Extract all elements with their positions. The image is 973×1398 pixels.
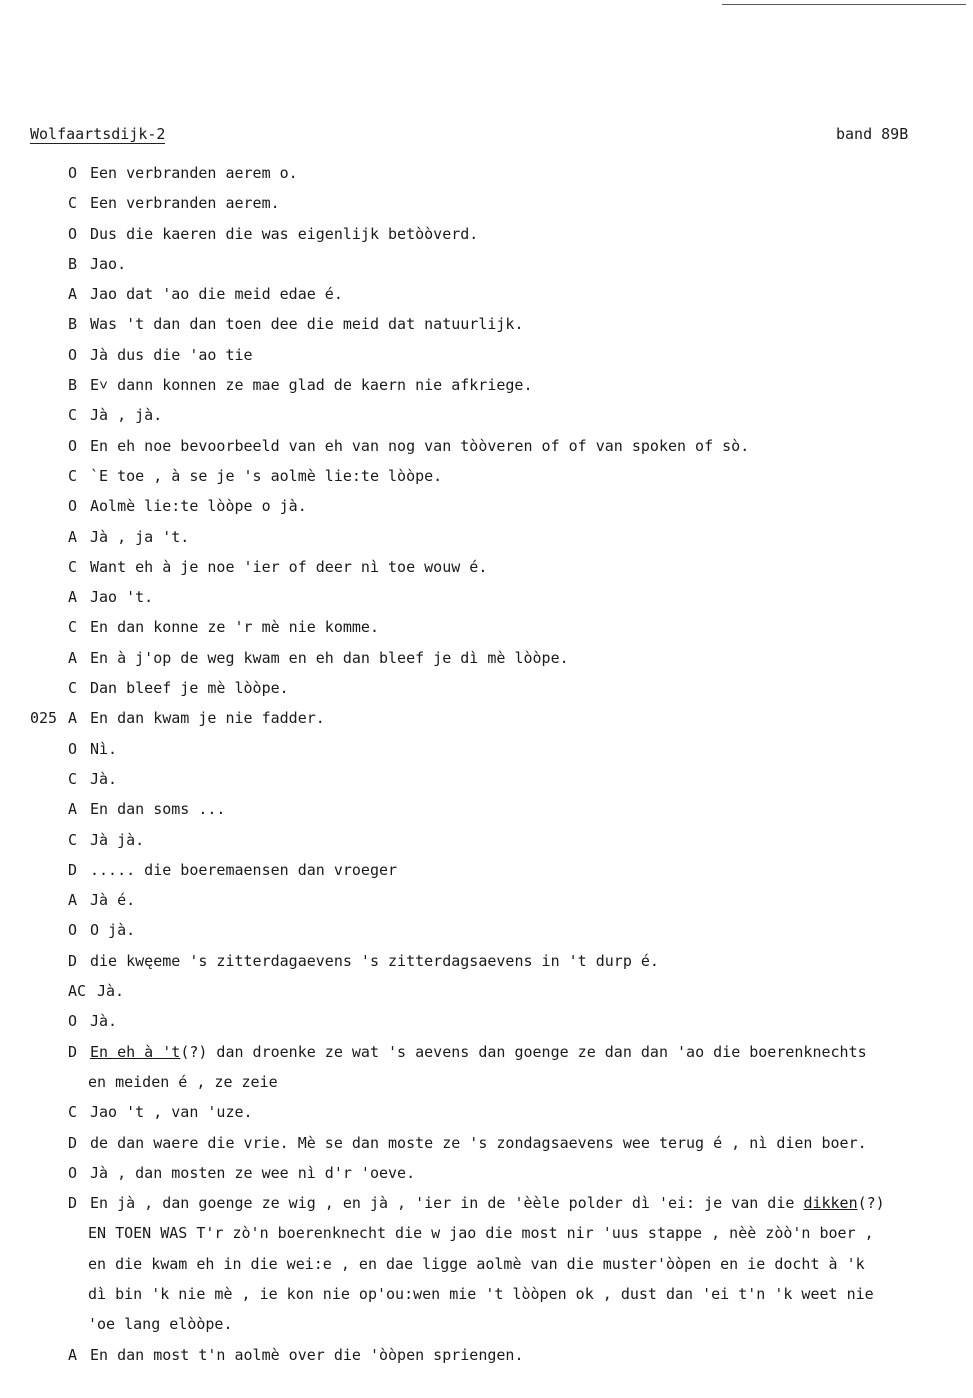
speaker-label: A <box>68 648 78 667</box>
speaker-label: O <box>68 497 78 516</box>
utterance-text: dì bin 'k nie mè , ie kon nie op'ou:wen mie 't lòòpen ok , dust dan 'ei t'n 'k weet nie <box>88 1284 874 1303</box>
utterance-text: Jà. <box>90 1012 118 1031</box>
utterance-text: En dan most t'n aolmè over die 'òòpen spriengen. <box>90 1345 524 1364</box>
speaker-label: B <box>68 254 78 273</box>
utterance-text: Een verbranden aerem o. <box>90 164 298 182</box>
utterance-text: Jao. <box>90 254 127 273</box>
top-rule <box>722 4 966 5</box>
transcript-line <box>0 1010 973 1040</box>
utterance-text: O jà. <box>90 921 136 940</box>
speaker-label: O <box>68 1012 78 1031</box>
speaker-label: O <box>68 921 78 940</box>
utterance-text: EN TOEN WAS T'r zò'n boerenknecht die w jao die most nir 'uus stappe , nèè zòò'n boer , <box>88 1224 874 1243</box>
utterance-text: Jao dat 'ao die meid edae é. <box>90 285 343 304</box>
speaker-label: B <box>68 315 78 334</box>
speaker-label: A <box>68 285 78 304</box>
speaker-label: D <box>68 951 78 970</box>
document-title: Wolfaartsdijk-2 <box>30 125 166 143</box>
transcript-line <box>0 677 973 707</box>
utterance-text: En dan soms ... <box>90 800 226 819</box>
transcript-continuation-line <box>0 1222 973 1252</box>
transcript-line <box>0 616 973 646</box>
speaker-label: C <box>68 618 78 637</box>
transcript-line <box>0 192 973 222</box>
utterance-rest: (?) dan droenke ze wat 's aevens dan goenge ze dan dan 'ao die boerenknechts <box>180 1042 867 1061</box>
line-number: 025 <box>30 709 58 728</box>
utterance-text: Jà. <box>90 769 118 788</box>
speaker-label: C <box>68 769 78 788</box>
utterance-end: (?) <box>857 1194 885 1213</box>
speaker-label: C <box>68 830 78 849</box>
transcript-line <box>0 253 973 283</box>
transcript-line <box>0 374 973 404</box>
transcript-line <box>0 889 973 919</box>
transcript-line <box>0 526 973 556</box>
speaker-label: C <box>68 466 78 485</box>
utterance-text: Jà é. <box>90 891 136 910</box>
utterance-text: En dan konne ze 'r mè nie komme. <box>90 618 379 637</box>
transcript-line <box>0 980 973 1010</box>
utterance-text: Dus die kaeren die was eigenlijk betòòverd. <box>90 224 479 243</box>
utterance-text: En dan kwam je nie fadder. <box>90 709 325 728</box>
utterance-text: de dan waere die vrie. Mè se dan moste ze 's zondagsaevens wee terug é , nì dien boer. <box>90 1133 867 1152</box>
utterance-text: E˅ dann konnen ze mae glad de kaern nie afkriege. <box>90 376 533 395</box>
utterance-text <box>90 1192 885 1214</box>
transcript-line <box>0 707 973 737</box>
speaker-label: A <box>68 527 78 546</box>
transcript-line <box>0 1162 973 1192</box>
utterance-text: Was 't dan dan toen dee die meid dat natuurlijk. <box>90 315 524 334</box>
speaker-label: O <box>68 1163 78 1182</box>
speaker-label: O <box>68 739 78 758</box>
utterance-text: Jà dus die 'ao tie <box>90 345 253 364</box>
utterance-text: Jà , jà. <box>90 406 163 425</box>
transcript-line <box>0 829 973 859</box>
utterance-text: Dan bleef je mè lòòpe. <box>90 679 289 698</box>
transcript-line <box>0 465 973 495</box>
transcript-line <box>0 647 973 677</box>
transcript-line <box>0 223 973 253</box>
utterance-text: Nì. <box>90 739 118 758</box>
speaker-label: O <box>68 164 78 182</box>
transcript-continuation-line <box>0 1313 973 1343</box>
utterance-text: en die kwam eh in die wei:e , en dae ligge aolmè van die muster'òòpen en ie docht à 'k <box>88 1254 865 1273</box>
speaker-label: O <box>68 436 78 455</box>
transcript-line <box>0 1192 973 1222</box>
transcript-line <box>0 1041 973 1071</box>
speaker-label: A <box>68 891 78 910</box>
speaker-label: A <box>68 588 78 607</box>
utterance-text: En eh noe bevoorbeeld van eh van nog van tòòveren of of van spoken of sò. <box>90 436 750 455</box>
utterance-text: Want eh à je noe 'ier of deer nì toe wouw é. <box>90 557 488 576</box>
utterance-text: Jao 't , van 'uze. <box>90 1103 253 1122</box>
transcript-line <box>0 556 973 586</box>
utterance-text: `E toe , à se je 's aolmè lie:te lòòpe. <box>90 466 443 485</box>
utterance-text: Jao 't. <box>90 588 154 607</box>
transcript-line <box>0 768 973 798</box>
transcript-line <box>0 586 973 616</box>
transcript-line <box>0 344 973 374</box>
transcript-line <box>0 1132 973 1162</box>
underlined-uncertain-text: En eh à 't <box>90 1042 181 1061</box>
transcript-line <box>0 495 973 525</box>
speaker-label: A <box>68 800 78 819</box>
speaker-label: O <box>68 345 78 364</box>
transcript-line <box>0 798 973 828</box>
utterance-text: En à j'op de weg kwam en eh dan bleef je dì mè lòòpe. <box>90 648 569 667</box>
transcript-line <box>0 1101 973 1131</box>
transcript-line <box>0 162 973 192</box>
utterance-text: Jà , dan mosten ze wee nì d'r 'oeve. <box>90 1163 416 1182</box>
utterance-text: Aolmè lie:te lòòpe o jà. <box>90 497 307 516</box>
utterance-text: en meiden é , ze zeie <box>88 1072 278 1091</box>
speaker-label: C <box>68 406 78 425</box>
transcript-line <box>0 313 973 343</box>
transcript-line <box>0 919 973 949</box>
utterance-text: Jà. <box>97 982 125 1001</box>
speaker-label: C <box>68 194 78 213</box>
transcript-continuation-line <box>0 1071 973 1101</box>
tape-band-label: band 89B <box>836 125 909 143</box>
transcript-line <box>0 435 973 465</box>
utterance-text <box>90 1041 867 1063</box>
speaker-label: A <box>68 709 78 728</box>
speaker-label: C <box>68 557 78 576</box>
speaker-label: AC <box>68 982 87 1001</box>
speaker-label: D <box>68 1133 78 1152</box>
speaker-label: A <box>68 1345 78 1364</box>
transcript-continuation-line <box>0 1253 973 1283</box>
utterance-start: En jà , dan goenge ze wig , en jà , 'ier in de 'èèle polder dì 'ei: je van die <box>90 1194 804 1213</box>
speaker-label: D <box>68 860 78 879</box>
utterance-text: 'oe lang elòòpe. <box>88 1315 233 1334</box>
transcript-body <box>0 162 973 1374</box>
transcript-line <box>0 859 973 889</box>
speaker-label: B <box>68 376 78 395</box>
transcript-line <box>0 1344 973 1374</box>
utterance-text: ..... die boeremaensen dan vroeger <box>90 860 398 879</box>
utterance-text: Jà jà. <box>90 830 145 849</box>
speaker-label: D <box>68 1194 78 1213</box>
transcript-line <box>0 404 973 434</box>
speaker-label: C <box>68 679 78 698</box>
transcript-continuation-line <box>0 1283 973 1313</box>
utterance-text: die kwęeme 's zitterdagaevens 's zitterdagsaevens in 't durp é. <box>90 951 659 970</box>
transcript-line <box>0 283 973 313</box>
utterance-text: Een verbranden aerem. <box>90 194 280 213</box>
transcript-line <box>0 950 973 980</box>
transcript-line <box>0 738 973 768</box>
underlined-uncertain-text: dikken <box>803 1194 858 1213</box>
utterance-text: Jà , ja 't. <box>90 527 190 546</box>
speaker-label: D <box>68 1042 78 1061</box>
speaker-label: C <box>68 1103 78 1122</box>
speaker-label: O <box>68 224 78 243</box>
